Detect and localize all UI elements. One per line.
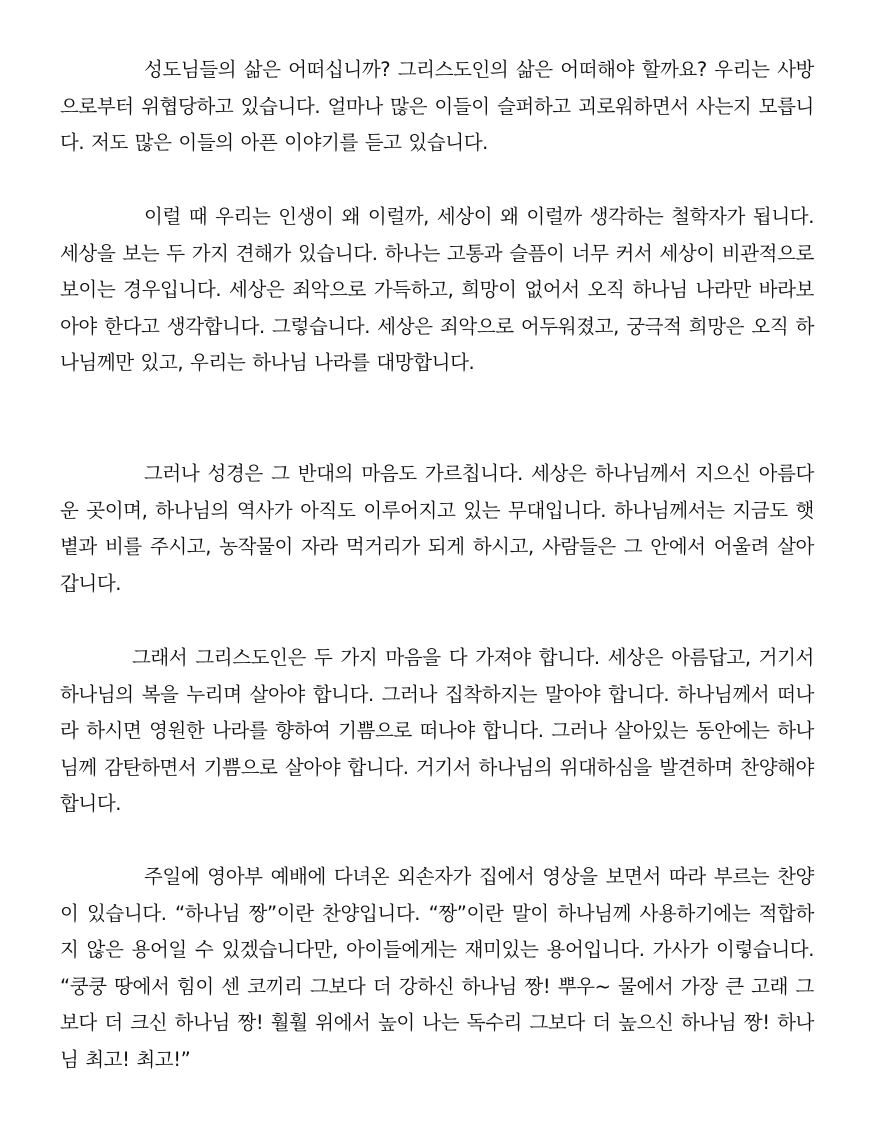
paragraph-1: 성도님들의 삶은 어떠십니까? 그리스도인의 삶은 어떠해야 할까요? 우리는 사방으로부터 위협당하고 있습니다. 얼마나 많은 이들이 슬퍼하고 괴로워하면서 사는지 모릅니다. 저도 많은 이들의 아픈 이야기를 듣고 있습니다. bbox=[60, 58, 814, 154]
paragraph-4: 그래서 그리스도인은 두 가지 마음을 다 가져야 합니다. 세상은 아름답고, 거기서 하나님의 복을 누리며 살아야 합니다. 그러나 집착하지는 말아야 합니다. 하나님께서 떠나라 하시면 영원한 나라를 향하여 기쁨으로 떠나야 합니다. 그러나 살아있는 동안에는 하나님께 감탄하면서 기쁨으로 살아야 합니다. 거기서 하나님의 위대하심을 발견하며 찬양해야 합니다. bbox=[60, 646, 814, 815]
paragraph-5: 주일에 영아부 예배에 다녀온 외손자가 집에서 영상을 보면서 따라 부르는 찬양이 있습니다. “하나님 짱”이란 찬양입니다. “짱”이란 말이 하나님께 사용하기에는 적합하지 않은 용어일 수 있겠습니다만, 아이들에게는 재미있는 용어입니다. 가사가 이렇습니다. “쿵쿵 땅에서 힘이 센 코끼리 그보다 더 강하신 하나님 짱! 뿌우~ 물에서 가장 큰 고래 그보다 더 크신 하나님 짱! 훨훨 위에서 높이 나는 독수리 그보다 더 높으신 하나님 짱! 하나님 최고! 최고!” bbox=[60, 865, 814, 1071]
paragraph-2: 이럴 때 우리는 인생이 왜 이럴까, 세상이 왜 이럴까 생각하는 철학자가 됩니다. 세상을 보는 두 가지 견해가 있습니다. 하나는 고통과 슬픔이 너무 커서 세상이 비관적으로 보이는 경우입니다. 세상은 죄악으로 가득하고, 희망이 없어서 오직 하나님 나라만 바라보아야 한다고 생각합니다. 그렇습니다. 세상은 죄악으로 어두워졌고, 궁극적 희망은 오직 하나님께만 있고, 우리는 하나님 나라를 대망합니다. bbox=[60, 205, 814, 374]
paragraph-3: 그러나 성경은 그 반대의 마음도 가르칩니다. 세상은 하나님께서 지으신 아름다운 곳이며, 하나님의 역사가 아직도 이루어지고 있는 무대입니다. 하나님께서는 지금도 햇볕과 비를 주시고, 농작물이 자라 먹거리가 되게 하시고, 사람들은 그 안에서 어울려 살아갑니다. bbox=[60, 462, 814, 595]
